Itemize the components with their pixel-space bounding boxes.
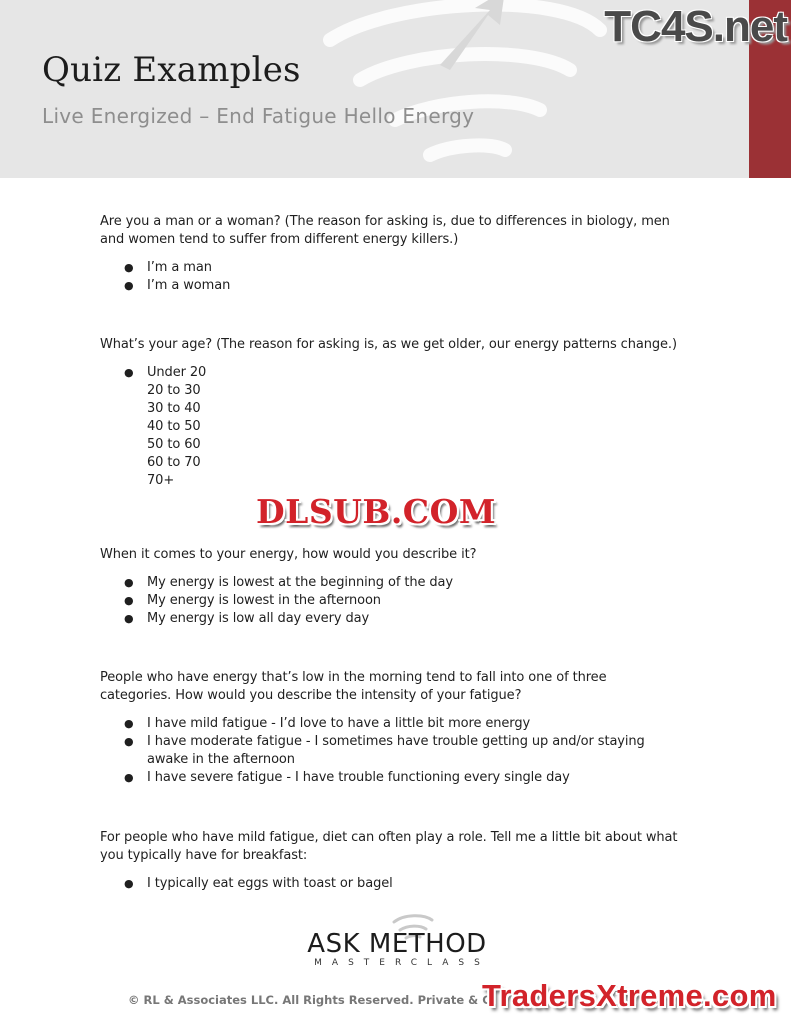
answer-option [100, 436, 677, 454]
quiz-question-breakfast [100, 829, 680, 893]
answer-option [100, 277, 680, 295]
bullet-icon: ● [124, 594, 134, 607]
answer-option [100, 364, 677, 382]
question-text: People who have energy that’s low in the morning tend to fall into one of three categories. How would you describe the intensity of your fatigue? [100, 670, 607, 703]
page-subtitle: Live Energized – End Fatigue Hello Energy [42, 104, 475, 128]
page-title: Quiz Examples [42, 50, 301, 90]
quiz-question-energy [100, 546, 476, 628]
ask-method-logo [302, 930, 492, 968]
watermark-dlsub: DLSUB.COM [256, 492, 496, 531]
answer-list [100, 259, 680, 295]
answer-option [100, 382, 677, 400]
answer-option-label: 20 to 30 [147, 383, 201, 398]
bullet-icon: ● [124, 612, 134, 625]
answer-option [100, 610, 476, 628]
answer-option-label: I typically eat eggs with toast or bagel [147, 876, 393, 891]
answer-option-label: I have moderate fatigue - I sometimes have trouble getting up and/or staying awake in the afternoon [147, 734, 645, 767]
bullet-icon: ● [124, 576, 134, 589]
answer-list [100, 364, 677, 490]
answer-option-label: I’m a woman [147, 278, 231, 293]
logo-sub-text: MASTERCLASS [314, 958, 490, 968]
tornado-swirl-graphic [300, 0, 630, 178]
answer-option-label: 40 to 50 [147, 419, 201, 434]
watermark-tradersxtreme: TradersXtreme.com [482, 978, 777, 1013]
answer-option-label: I have severe fatigue - I have trouble functioning every single day [147, 770, 570, 785]
answer-option-label: Under 20 [147, 365, 207, 380]
answer-option-label: My energy is lowest in the afternoon [147, 593, 381, 608]
answer-option-label: I’m a man [147, 260, 212, 275]
question-text: What’s your age? (The reason for asking is, as we get older, our energy patterns change.) [100, 337, 677, 352]
bullet-icon: ● [124, 717, 134, 730]
bullet-icon: ● [124, 771, 134, 784]
quiz-question-age [100, 336, 677, 490]
answer-option [100, 769, 680, 787]
bullet-icon: ● [124, 261, 134, 274]
answer-option-label: 30 to 40 [147, 401, 201, 416]
answer-option [100, 400, 677, 418]
answer-option-label: My energy is low all day every day [147, 611, 370, 626]
bullet-icon: ● [124, 735, 134, 748]
answer-option [100, 472, 677, 490]
answer-list [100, 875, 680, 893]
answer-option [100, 259, 680, 277]
answer-option [100, 574, 476, 592]
answer-option [100, 454, 677, 472]
answer-list [100, 715, 680, 787]
logo-main-text: ASK METHOD [307, 929, 487, 959]
answer-option [100, 418, 677, 436]
bullet-icon: ● [124, 877, 134, 890]
answer-option-label: 50 to 60 [147, 437, 201, 452]
answer-option [100, 733, 680, 769]
answer-option-label: 70+ [147, 473, 175, 488]
answer-option [100, 715, 680, 733]
quiz-question-fatigue [100, 669, 680, 787]
quiz-question-gender [100, 213, 680, 295]
question-text: Are you a man or a woman? (The reason for asking is, due to differences in biology, men and women tend to suffer from different energy killers.) [100, 214, 670, 247]
answer-option-label: My energy is lowest at the beginning of the day [147, 575, 454, 590]
answer-list [100, 574, 476, 628]
answer-option [100, 592, 476, 610]
copyright-notice: © RL & Associates LLC. All Rights Reserved. Private & C [128, 993, 491, 1007]
bullet-icon: ● [124, 279, 134, 292]
answer-option-label: I have mild fatigue - I’d love to have a little bit more energy [147, 716, 531, 731]
answer-option-label: 60 to 70 [147, 455, 201, 470]
answer-option [100, 875, 680, 893]
question-text: When it comes to your energy, how would you describe it? [100, 547, 477, 562]
watermark-tc4s: TC4S.net [604, 2, 787, 51]
question-text: For people who have mild fatigue, diet can often play a role. Tell me a little bit about what you typically have for breakfast: [100, 830, 678, 863]
bullet-icon: ● [124, 366, 134, 379]
